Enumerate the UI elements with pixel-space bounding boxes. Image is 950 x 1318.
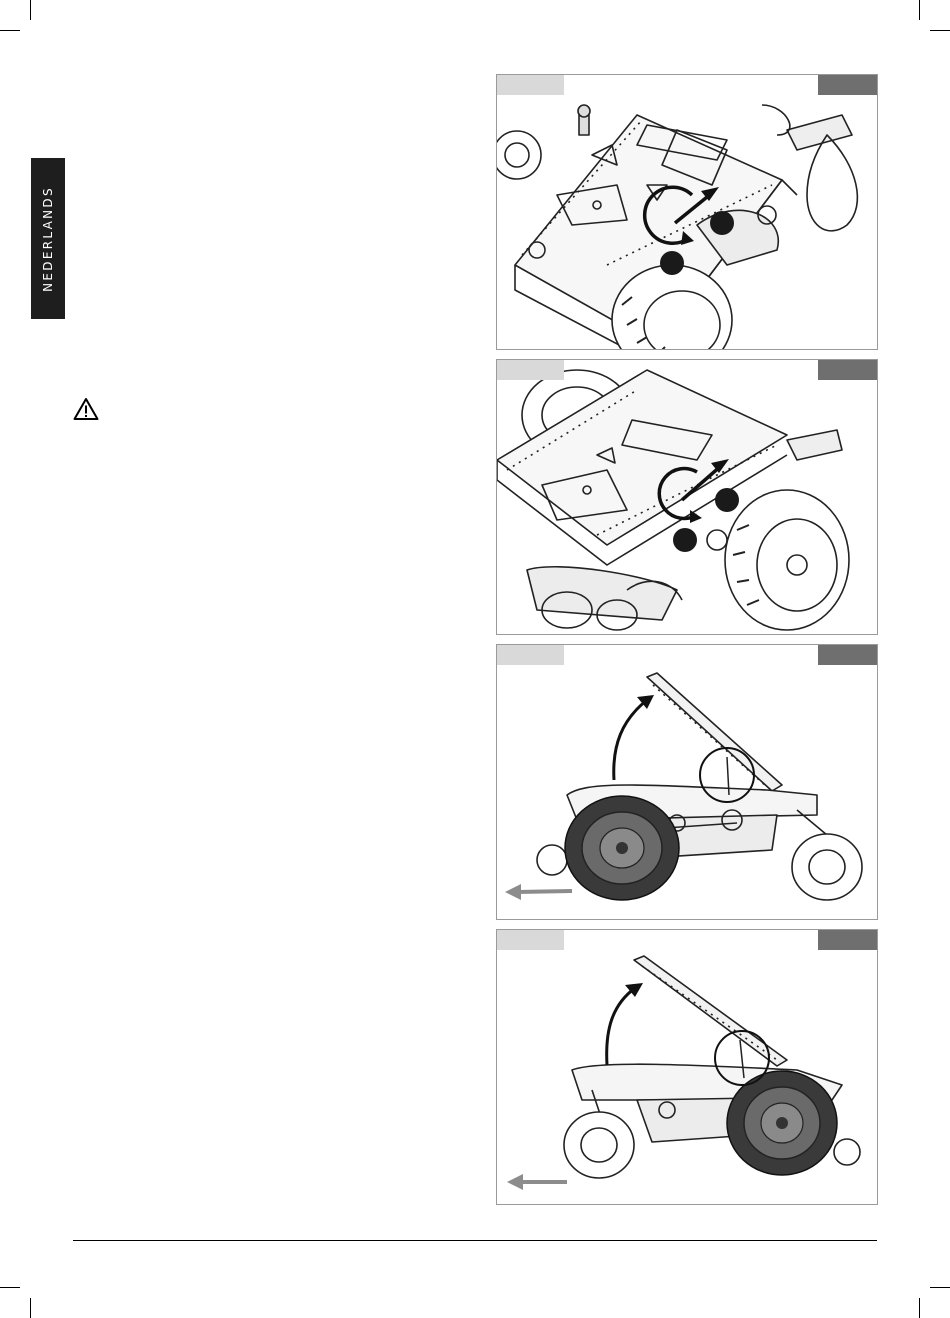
crop-mark [930,30,950,31]
crop-mark [919,1298,920,1318]
language-label: NEDERLANDS [41,185,55,292]
figure-label-left [497,75,564,95]
figure-label-left [497,360,564,380]
figure-4 [496,929,878,1205]
seat-tilt-side-view-illustration [497,645,877,919]
language-side-tab [31,158,65,319]
seat-tilt-side-view-illustration [497,930,877,1204]
crop-mark [30,0,31,20]
footer-rule [73,1240,877,1241]
warning-triangle-icon [73,397,99,421]
figure-3 [496,644,878,920]
crop-mark [0,30,20,31]
figure-label-right [818,75,877,95]
figure-label-left [497,645,564,665]
figure-label-right [818,930,877,950]
chassis-underside-illustration [497,360,877,634]
chassis-underside-illustration [497,75,877,349]
crop-mark [919,0,920,20]
figure-label-left [497,930,564,950]
crop-mark [30,1298,31,1318]
figure-label-right [818,360,877,380]
crop-mark [0,1287,20,1288]
figure-1 [496,74,878,350]
crop-mark [930,1287,950,1288]
figure-2 [496,359,878,635]
figure-label-right [818,645,877,665]
